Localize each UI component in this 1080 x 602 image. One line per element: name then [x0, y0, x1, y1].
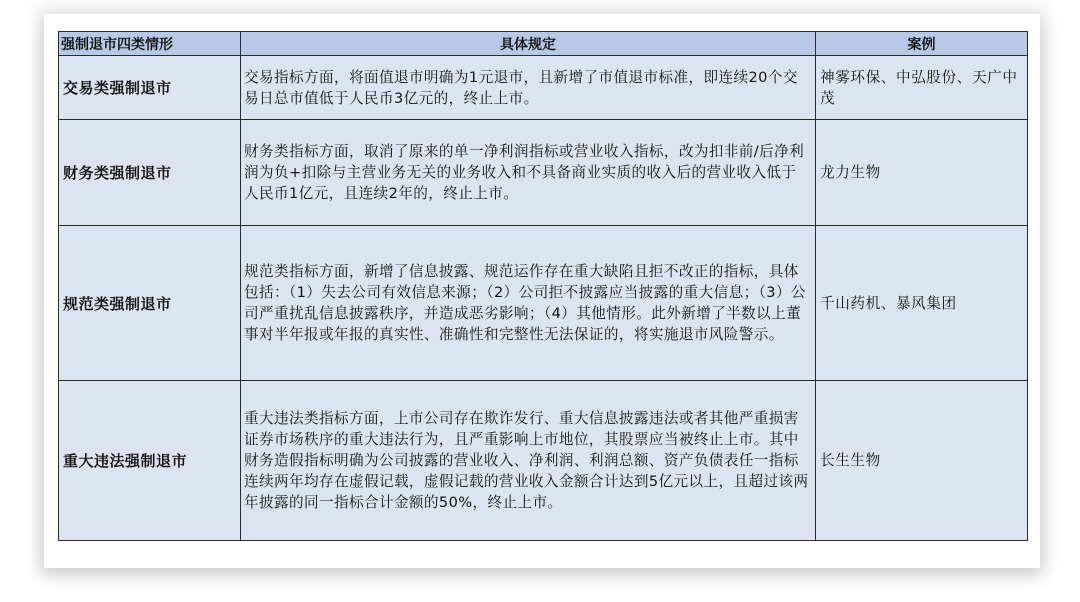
row-cases: 长生生物 — [816, 381, 1028, 541]
row-category: 重大违法强制退市 — [59, 381, 241, 541]
header-cases: 案例 — [816, 32, 1028, 56]
table-row — [59, 56, 1028, 120]
row-category: 财务类强制退市 — [59, 120, 241, 226]
row-rule: 重大违法类指标方面，上市公司存在欺诈发行、重大信息披露违法或者其他严重损害证券市场秩序的重大违法行为，且严重影响上市地位，其股票应当被终止上市。其中财务造假指标明确为公司披露的营业收入、净利润、利润总额、资产负债表任一指标连续两年均存在虚假记载，虚假记载的营业收入金额合计达到5亿元以上，且超过该两年披露的同一指标合计金额的50%，终止上市。 — [241, 381, 816, 541]
row-rule: 规范类指标方面，新增了信息披露、规范运作存在重大缺陷且拒不改正的指标，具体包括：（1）失去公司有效信息来源；（2）公司拒不披露应当披露的重大信息；（3）公司严重扰乱信息披露秩序，并造成恶劣影响；（4）其他情形。此外新增了半数以上董事对半年报或年报的真实性、准确性和完整性无法保证的，将实施退市风险警示。 — [241, 226, 816, 381]
delisting-table — [58, 31, 1028, 541]
row-cases: 千山药机、暴风集团 — [816, 226, 1028, 381]
table-header-row — [59, 32, 1028, 56]
row-category: 交易类强制退市 — [59, 56, 241, 120]
table-row — [59, 120, 1028, 226]
header-category: 强制退市四类情形 — [59, 32, 241, 56]
header-rule: 具体规定 — [241, 32, 816, 56]
row-rule: 交易指标方面，将面值退市明确为1元退市，且新增了市值退市标准，即连续20个交易日总市值低于人民币3亿元的，终止上市。 — [241, 56, 816, 120]
row-rule: 财务类指标方面，取消了原来的单一净利润指标或营业收入指标，改为扣非前/后净利润为负+扣除与主营业务无关的业务收入和不具备商业实质的收入后的营业收入低于人民币1亿元，且连续2年的，终止上市。 — [241, 120, 816, 226]
table-row — [59, 381, 1028, 541]
row-cases: 龙力生物 — [816, 120, 1028, 226]
row-category: 规范类强制退市 — [59, 226, 241, 381]
table-row — [59, 226, 1028, 381]
row-cases: 神雾环保、中弘股份、天广中茂 — [816, 56, 1028, 120]
